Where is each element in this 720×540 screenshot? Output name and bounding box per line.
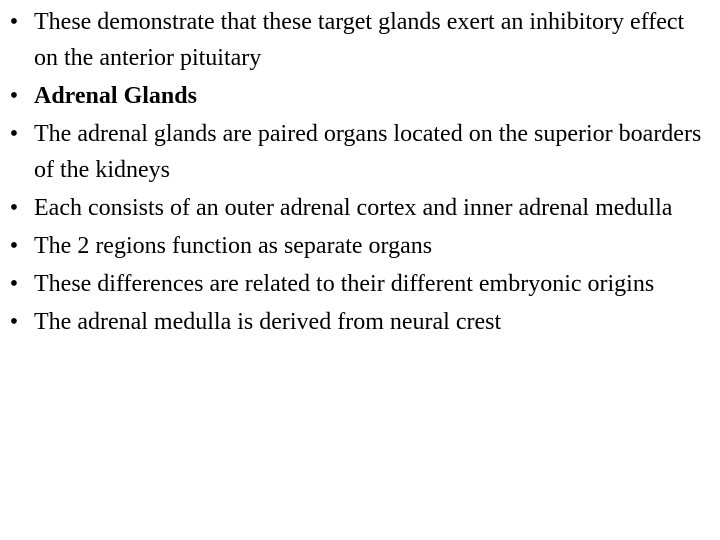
bullet-icon: • bbox=[9, 9, 19, 35]
bullet-icon: • bbox=[9, 233, 19, 259]
bullet-text: The adrenal glands are paired organs located on the superior boarders of the kidneys bbox=[34, 121, 702, 183]
bullet-icon: • bbox=[9, 309, 19, 335]
bullet-item-6 bbox=[9, 266, 714, 302]
bullet-text: The 2 regions function as separate organs bbox=[34, 233, 433, 259]
bullet-icon: • bbox=[9, 83, 19, 109]
bullet-item-5 bbox=[9, 228, 714, 264]
bullet-text: The adrenal medulla is derived from neural crest bbox=[34, 309, 502, 335]
bullet-item-3 bbox=[9, 116, 714, 188]
bullet-text: These demonstrate that these target glands exert an inhibitory effect on the anterior pituitary bbox=[34, 9, 685, 71]
section-heading: Adrenal Glands bbox=[34, 83, 197, 109]
bullet-item-1 bbox=[9, 4, 714, 76]
bullet-icon: • bbox=[9, 121, 19, 147]
bullet-item-2 bbox=[9, 78, 714, 114]
bullet-list bbox=[9, 4, 714, 342]
bullet-item-7 bbox=[9, 304, 714, 340]
bullet-icon: • bbox=[9, 271, 19, 297]
bullet-item-4 bbox=[9, 190, 714, 226]
bullet-text: These differences are related to their different embryonic origins bbox=[34, 271, 655, 297]
bullet-text: Each consists of an outer adrenal cortex and inner adrenal medulla bbox=[34, 195, 673, 221]
bullet-icon: • bbox=[9, 195, 19, 221]
